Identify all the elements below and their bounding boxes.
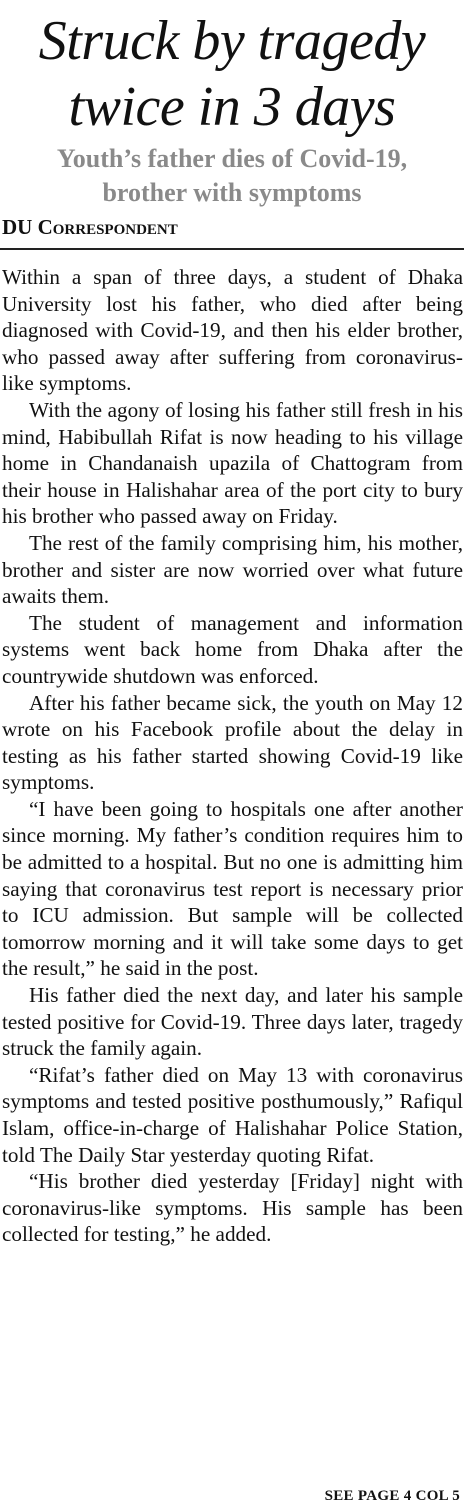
subheadline (0, 142, 464, 210)
byline: DU Correspondent (2, 215, 178, 239)
article-paragraph: The rest of the family comprising him, his mother, brother and sister are now worried over what future awaits them. (2, 530, 463, 609)
headline (0, 0, 464, 140)
article-paragraph: The student of management and information systems went back home from Dhaka after the countrywide shutdown was enforced. (2, 610, 463, 688)
headline-line-2: twice in 3 days (68, 76, 396, 138)
article-paragraph: “Rifat’s father died on May 13 with coronavirus symptoms and tested positive posthumously,” Rafiqul Islam, office-in-charge of Halishahar Police Station, told The Daily Star yesterday quoting Rifat. (2, 1062, 463, 1167)
subheadline-line-2: brother with symptoms (102, 178, 362, 207)
article-paragraph: His father died the next day, and later his sample tested positive for Covid-19. Three days later, tragedy struck the family again. (2, 983, 463, 1061)
headline-line-1: Struck by tragedy (38, 10, 426, 72)
article-paragraph: “His brother died yesterday [Friday] night with coronavirus-like symptoms. His sample has been collected for testing,” he added. (2, 1169, 463, 1247)
article-paragraph: Within a span of three days, a student of Dhaka University lost his father, who died after being diagnosed with Covid-19, and then his elder brother, who passed away after suffering from coronavirus-like symptoms. (2, 265, 463, 396)
article-paragraph: With the agony of losing his father still fresh in his mind, Habibullah Rifat is now heading to his village home in Chandanaish upazila of Chattogram from their house in Halishahar area of the port city to bury his brother who passed away on Friday. (2, 397, 463, 529)
article-paragraph: After his father became sick, the youth on May 12 wrote on his Facebook profile about the delay in testing as his father started showing Covid-19 like symptoms. (2, 690, 463, 795)
subheadline-line-1: Youth’s father dies of Covid-19, (56, 144, 408, 173)
article-paragraph: “I have been going to hospitals one after another since morning. My father’s condition requires him to be admitted to a hospital. But no one is admitting him saying that coronavirus test report is necessary prior to ICU admission. But sample will be collected tomorrow morning and it will take some days to get the result,” he said in the post. (2, 796, 463, 981)
continuation-reference: SEE PAGE 4 COL 5 (324, 1488, 460, 1504)
article-body (0, 250, 464, 1248)
